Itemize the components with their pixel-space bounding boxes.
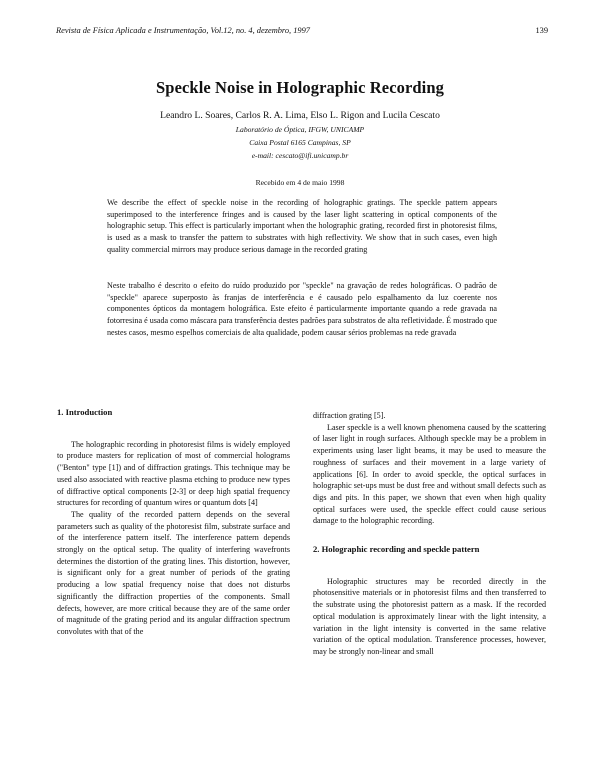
abstract-english: We describe the effect of speckle noise in the recording of holographic gratings. The speckle pattern appears superimposed to the interference fringes and is caused by the laser light scattering in optical components of the holographic setup. This effect is particularly important when the holographic grating, recorded first in photoresist films, is used as a mask to transfer the pattern to substrates with high reflectivity. We show that in such cases, even high quality commercial mirrors may produce serious damage in the recorded grating (107, 198, 497, 254)
intro-paragraph-1: The holographic recording in photoresist films is widely employed to produce masters for replication of most of commercial holograms ("Benton" type [1]) and of diffraction gratings. This technique may be used also associated with reactive plasma etching to produce new types of diffractive optical components [2-3] or deep high spatial frequency structures for recording of quantum wires or quantum dots [4] (57, 439, 290, 508)
intro-paragraph-2: The quality of the recorded pattern depends on the several parameters such as quality of the photoresist film, substrate surface and of the interference pattern itself. The interference pattern depends strongly on the optical setup. The quality of interfering wavefronts determines the distortion of the grating lines. This distortion, however, is significant only for a great number of periods of the grating producing a low spatial frequency noise that does not disturbs significantly the diffraction properties of the components. Small defects, however, are more critical because they are of the same order of magnitude of the grating period and its angular diffraction spectrum convolutes with that of the (57, 509, 290, 636)
received-date: Recebido em 4 de maio 1998 (255, 178, 345, 187)
section-heading-introduction: 1. Introduction (57, 407, 113, 417)
paper-title: Speckle Noise in Holographic Recording (156, 78, 444, 97)
journal-citation: Revista de Física Aplicada e Instrumentação, Vol.12, no. 4, dezembro, 1997 (56, 26, 310, 35)
affiliation-address: Caixa Postal 6165 Campinas, SP (249, 138, 351, 147)
right-paragraph-continuation: diffraction grating [5]. (313, 411, 386, 420)
right-paragraph-speckle: Laser speckle is a well known phenomena caused by the scattering of laser light in rough surfaces. Although speckle may be a problem in experiments using laser light beams, it may be used to measure the roughness of surfaces and their movement in a large variety of applications [6]. In order to avoid speckle, the optical surfaces in holographic set-ups must be dust free and without small defects such as digs and pits. In this paper, we shown that even when high quality optical surfaces were used, the speckle effect could cause serious damage to the holographic recording. (313, 422, 546, 526)
author-list: Leandro L. Soares, Carlos R. A. Lima, Elso L. Rigon and Lucila Cescato (160, 110, 440, 121)
abstract-portuguese: Neste trabalho é descrito o efeito do ruído produzido por "speckle" na gravação de redes holográficas. O padrão de "speckle" aparece superposto às franjas de interferência e é causado pelo espalhamento da luz coerente nos componentes ópticos da montagem holográfica. Este efeito é particularmente importante quando a rede gravada na fotorresina é usada como máscara para transferência destes padrões para substratos de alta refletividade. É mostrado que nestes casos, mesmo espelhos comerciais de alta qualidade, podem causar sérios problemas na rede gravada (107, 281, 497, 337)
section-heading-holographic: 2. Holographic recording and speckle pattern (313, 544, 480, 555)
section2-paragraph-1: Holographic structures may be recorded directly in the photosensitive materials or in photoresist films and then transferred to the substrate using the photoresist pattern as a mask. If the recorded optical modulation is approximately linear with the light intensity, a variation in the light intensity is converted in the same relative variation of the optical modulation. Transference processes, however, may be strongly non-linear and small (313, 576, 546, 656)
left-column (57, 407, 290, 638)
right-column (313, 410, 546, 658)
running-header (56, 26, 548, 40)
page-number: 139 (535, 26, 548, 35)
affiliation-email: e-mail: cescato@ifi.unicamp.br (251, 151, 349, 160)
affiliation-lab: Laboratório de Óptica, IFGW, UNICAMP (235, 125, 365, 134)
